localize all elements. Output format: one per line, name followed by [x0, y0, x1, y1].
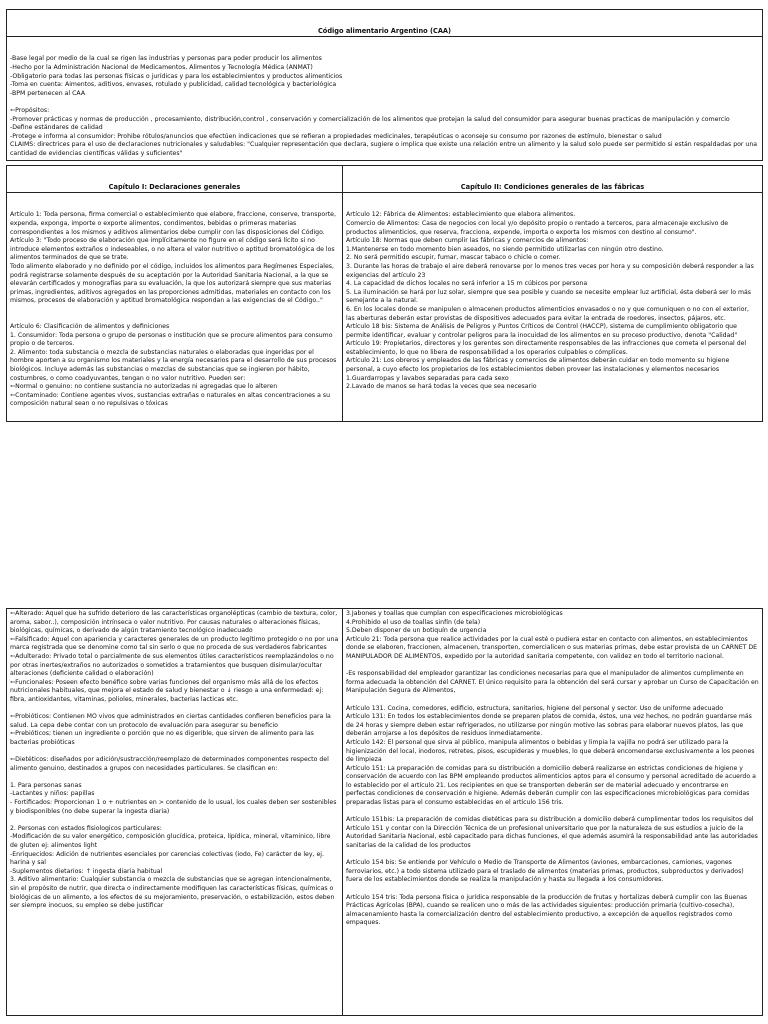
chapter2-column [342, 165, 763, 422]
caa-summary-text: -Base legal por medio de la cual se rigen las industrias y personas para poder producir los alimentos -Hecho por la Administración Nacional de Medicamentos, Alimentos y Tecnología Médica (ANMAT) -Obligatorio para todas las personas físicas o jurídicas y para los establecimientos y productos alimenticios -Toma en cuenta: Aimentos, aditivos, envases, rotulado y publicidad, calidad tecnológica y bacteriológica -BPM pertenecen al CAA ➵Propósitos: -Promover prácticas y normas de producción , procesamiento, distribución,control , conservación y comercialización de los alimentos que protejan la salud del consumidor para asegurar buenas practicas de manipulación y comercio -Define estándares de calidad -Protege e informa al consumidor: Prohibe rótulos/anuncios que efectúen indicaciones que se refieran a propiedades medicinales, terapéuticas o aconseje su consumo por razones de estímulo, bienestar o salud CLAIMS: directrices para el uso de declaraciones nutricionales y saludables: "Cualquier representación que declara, sugiere o implica que existe una relación entre un alimento y la salud solo puede ser permitido si están respaldadas por una cantidad de evidencias científicas válidas y suficientes" [10, 55, 758, 157]
caa-title: Código alimentario Argentino (CAA) [7, 27, 762, 37]
chapter2-text: Artículo 12: Fábrica de Alimentos: establecimiento que elabora alimentos. Comercio de Alimentos: Casa de negocios con local y/o depósito propio o rentado a terceros, para almacenaje exclusivo de productos alimenticios, que reserva, fracciona, expende, importa o exporta los mismos con destino al consumo". Artículo 18: Normas que deben cumplir las fábricas y comercios de alimentos: 1.Mantenerse en todo momento bien aseados, no siendo permitido utilizarlas con ningún otro destino. 2. No será permitido escupir, fumar, mascar tabaco o chicle o comer. 3. Durante las horas de trabajo el aire deberá renovarse por lo menos tres veces por hora y su composición deberá responder a las exigencias del artículo 23 4. La capacidad de dichos locales no será inferior a 15 m cúbicos por persona 5. La iluminación se hará por luz solar, siempre que sea posible y cuando se necesite emplear luz artificial, ésta deberá ser lo más semejante a la natural. 6. En los locales donde se manipulen o almacenen productos alimenticios envasados o no y que comuniquen o no con el exterior, las aberturas deberán estar provistas de dispositivos adecuados para evitar la entrada de roedores, insectos, pájaros, etc. Artículo 18 bis: Sistema de Análisis de Peligros y Puntos Críticos de Control (HACCP), sistema de cumplimiento obligatorio que permite identificar, evaluar y controlar peligros para la inocuidad de los alimentos en su proceso productivo, denota "Calidad" Artículo 19: Propietarios, directores y los gerentes son directamente responsables de las infracciones que cometa el personal del establecimiento, lo que no libera de responsabilidad a los operarios culpables o cómplices. Artículo 21: Los obreros y empleados de las fábricas y comercios de alimentos deberán cuidar en todo momento su higiene personal, a cuyo efecto los propietarios de los establecimientos deben proveer las instalaciones y elementos necesarios 1.Guardarropas y lavabos separadas para cada sexo 2.Lavado de manos se hará todas la veces que sea necesario [346, 211, 754, 391]
page2-right-column: 3.Jabones y toallas que cumplan con especificaciones microbiológicas 4.Prohibido el uso de toallas sinfín (de tela) 5.Deben disponer de un botiquín de urgencia Artículo 21: Toda persona que realice actividades por la cual esté o pudiera estar en contacto con alimentos, en establecimientos donde se elaboren, fraccionen, almacenen, transporten, comercialicen o sus materias primas, debe estar provista de un CARNET DE MANIPULADOR DE ALIMENTOS, expedido por la autoridad sanitaria competente, con validez en todo el territorio nacional. -Es responsabilidad del empleador garantizar las condiciones necesarias para que el manipulador de alimentos cumplimente en forma adecuada la obtención del CARNET. El único requisito para la obtención del será cursar y aprobar un Curso de Capacitación en Manipulación Segura de Alimentos, Artículo 131. Cocina, comedores, edificio, estructura, sanitarios, higiene del personal y sector. Uso de uniforme adecuado Artículo 131: En todos los establecimientos donde se preparen platos de comida, éstos, una vez hechos, no podrán guardarse más de 24 horas y siempre deben estar refrigerados, no utilizarse por ningún motivo las sobras para elaborar nuevos platos, las que deberán arrojarse a los depósitos de residuos inmediatamente. Artículo 142: El personal que sirva al público, manipula alimentos o bebidas y limpia la vajilla no podrá ser utilizado para la higienización del local, inodoros, retretes, pisos, escupideras y muebles, lo que deberá encomendarse exclusivamente a los peones de limpieza Artículo 151: La preparación de comidas para su distribución a domicilio deberá realizarse en estrictas condiciones de higiene y conservación de acuerdo con las BPM empleando productos alimenticios aptos para el consumo y personal acreditado de acuerdo a lo establecido por el artículo 21. Los recipientes en que se transporten deberán ser de material adecuado y encontrarse en perfectas condiciones de conservación e higiene. Además deberán cumplir con las especificaciones microbiológicas para comidas preparadas listas para el consumo establecidas en el artículo 156 tris. Artículo 151bis: La preparación de comidas dietéticas para su distribución a domicilio deberá cumplimentar todos los requisitos del Artículo 151 y contar con la Dirección Técnica de un profesional universitario que por la naturaleza de sus estudios a juicio de la Autoridad Sanitaria Nacional, esté capacitado para dichas funciones, el que además asumirá la responsabilidad ante las autoridades sanitarias de la calidad de los productos Artículo 154 bis: Se entiende por Vehículo o Medio de Transporte de Alimentos (aviones, embarcaciones, camiones, vagones ferroviarios, etc.) a todo sistema utilizado para el traslado de alimentos (materias primas, productos, subproductos y derivados) fuera de los establecimientos donde se realiza la manipulación y hasta su llegada a los consumidores. Artículo 154 tris: Toda persona física o jurídica responsable de la producción de frutas y hortalizas deberá cumplir con las Buenas Prácticas Agrícolas (BPA), cuando se realicen uno o más de las actividades siguientes: producción primaria (cultivo-cosecha), almacenamiento hasta la comercialización dentro del establecimiento productivo, a excepción de aquellos registrados como empaques. [342, 608, 763, 1016]
chapter1-title: Capítulo I: Declaraciones generales [7, 183, 342, 193]
caa-summary-box [6, 9, 763, 161]
chapter1-column [6, 165, 343, 422]
chapter1-text: Artículo 1: Toda persona, firma comercial o establecimiento que elabore, fraccione, conserve, transporte, expenda, exponga, importe o exporte alimentos, condimentos, bebidas o primeras materias correspondientes a los mismos y aditivos alimentarios debe cumplir con las disposiciones del Código. Artículo 3: "Todo proceso de elaboración que implícitamente no figure en el código será lícito si no introduce elementos extraños o indeseables, o no altera el valor nutritivo o aptitud bromatológica de los alimentos terminados de que se trate. Todo alimento elaborado y no definido por el código, incluidos los alimentos para Regímenes Especiales, podrá registrarse solamente después de su aceptación por la Autoridad Sanitaria Nacional, a la que se elevarán certificados y monografías para su evaluación, la que los autorizará siempre que sus materias primas, ingredientes, aditivos agregados en las proporciones admitidas, materiales en contacto con los mismos, procesos de elaboración y aptitud bromatológica respondan a las exigencias de el Código.." Artículo 6: Clasificación de alimentos y definiciones 1. Consumidor: Toda persona o grupo de personas o institución que se procure alimentos para consumo propio o de terceros. 2. Alimento: toda substancia o mezcla de substancias naturales o elaboradas que ingeridas por el hombre aporten a su organismo los materiales y la energía necesarios para el desarrollo de sus procesos biológicos. Incluye además las substancias o mezclas de substancias que se ingieren por hábito, costumbres, o como coadyuvantes, tengan o no valor nutritivo. Pueden ser: ➵Normal o genuino: no contiene sustancia no autorizadas ni agregadas que lo alteren ➵Contaminado: Contiene agentes vivos, sustancias extrañas o naturales en altas concentraciones a su composición natural sean o no repulsivas o tóxicas [10, 211, 337, 408]
page2-left-column: ➵Alterado: Aquel que ha sufrido deterioro de las características organolépticas (cambio de textura, color, aroma, sabor..), composición intrínseca o valor nutritivo. Por causas naturales o alteraciones físicas, biológicas, químicas, o derivado de algún tratamiento tecnológico inadecuado ➵Falsificado: Aquel con apariencia y caracteres generales de un producto legítimo protegido o no por una marca registrada que se denomine como tal sin serlo o que no proceda de sus verdaderos fabricantes ➵Adulterado: Privado total o parcialmente de sus elementos útiles característicos reemplazándolos o no por otras inertes/extraños no autorizados o sometidos a tratamientos que busquen disimular/ocultar alteraciones (deficiente calidad o elaboración) ➵Funcionales: Poseen efecto benéfico sobre varias funciones del organismo más allá de los efectos nutricionales habituales, que mejora el estado de salud y bienestar o ↓ riesgo a una enfermedad: ej: fibra, antioxidantes, vitaminas, polioles, minerales, bacterias lacticas etc. ➵Probióticos: Contienen MO vivos que administrados en ciertas cantidades confieren beneficios para la salud. La cepa debe contar con un protocolo de evaluación para asegurar su beneficio ➵Prebióticos; tienen un ingrediente o porción que no es digerible, que sirven de alimento para las bacterias probióticas ➵Dietéticos: diseñados por adición/sustracción/reemplazo de determinados componentes respecto del alimento genuino, destinados a grupos con necesidades particulares. Se clasifican en: 1. Para personas sanas -Lactantes y niños: papillas - Fortificados: Proporcionan 1 o + nutrientes en > contenido de lo usual, los cuales deben ser sostenibles y biodisponibles (no debe superar la ingesta diaria) 2. Personas con estados fisiologicos particulares: -Modificación de su valor energético, composición glucídica, proteica, lipídica, mineral, vitaminico, libre de gluten ej: alimentos light -Enriquecidos: Adición de nutrientes esenciales por carencias colectivas (iodo, Fe) carácter de ley, ej. harina y sal -Suplementos dietarios: ↑ ingesta diaria habitual 3. Aditivo alimentario: Cualquier substancia o mezcla de substancias que se agregan intencionalmente, sin el propósito de nutrir, que directa o indirectamente modifiquen las características físicas, químicas o biológicas de un alimento, a los efectos de su mejoramiento, preservación, o estabilización, estos deben ser siempre inocuos, su empleo se debe justificar [6, 608, 343, 1016]
chapter2-title: Capítulo II: Condiciones generales de las fábricas [343, 183, 762, 193]
